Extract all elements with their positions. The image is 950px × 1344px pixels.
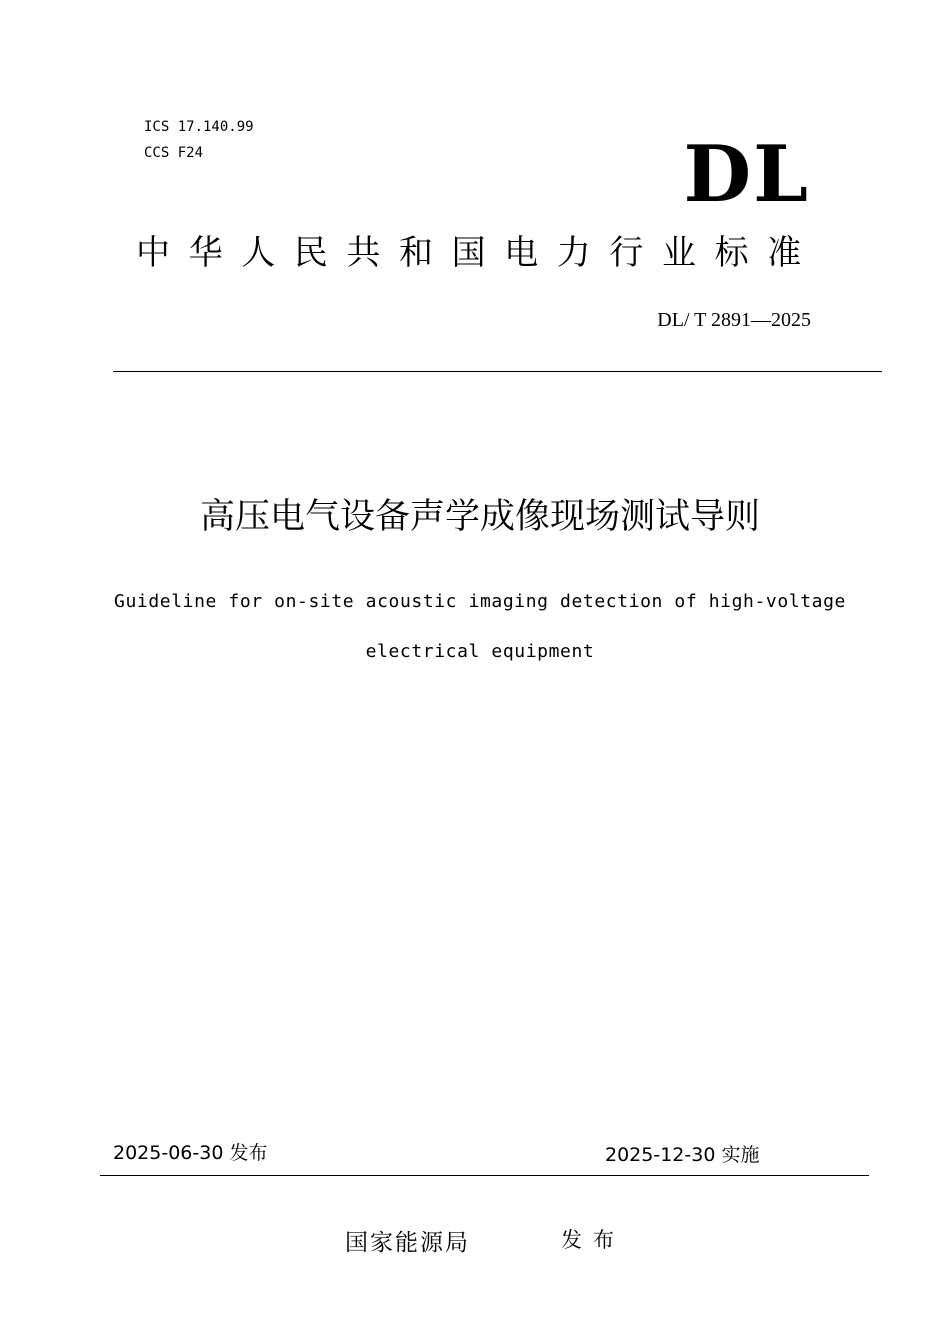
implementation-date: 2025-12-30 实施: [605, 1144, 760, 1166]
bottom-divider: [100, 1175, 869, 1176]
document-title-english-line2: electrical equipment: [365, 641, 595, 662]
issuing-authority: 国家能源局: [345, 1230, 470, 1256]
ccs-code: CCS F24: [144, 145, 204, 161]
publish-date: 2025-06-30 发布: [113, 1142, 268, 1164]
industry-standard-title: 中华人民共和国电力行业标准: [136, 233, 820, 273]
standard-number: DL/ T 2891—2025: [657, 309, 811, 331]
ics-code: ICS 17.140.99: [144, 119, 254, 135]
top-divider: [113, 371, 882, 372]
dl-logo: DL: [683, 129, 810, 220]
document-title-english-line1: Guideline for on-site acoustic imaging detection of high-voltage: [114, 591, 846, 612]
document-title-chinese: 高压电气设备声学成像现场测试导则: [199, 497, 760, 537]
issued-label: 发布: [561, 1228, 625, 1252]
